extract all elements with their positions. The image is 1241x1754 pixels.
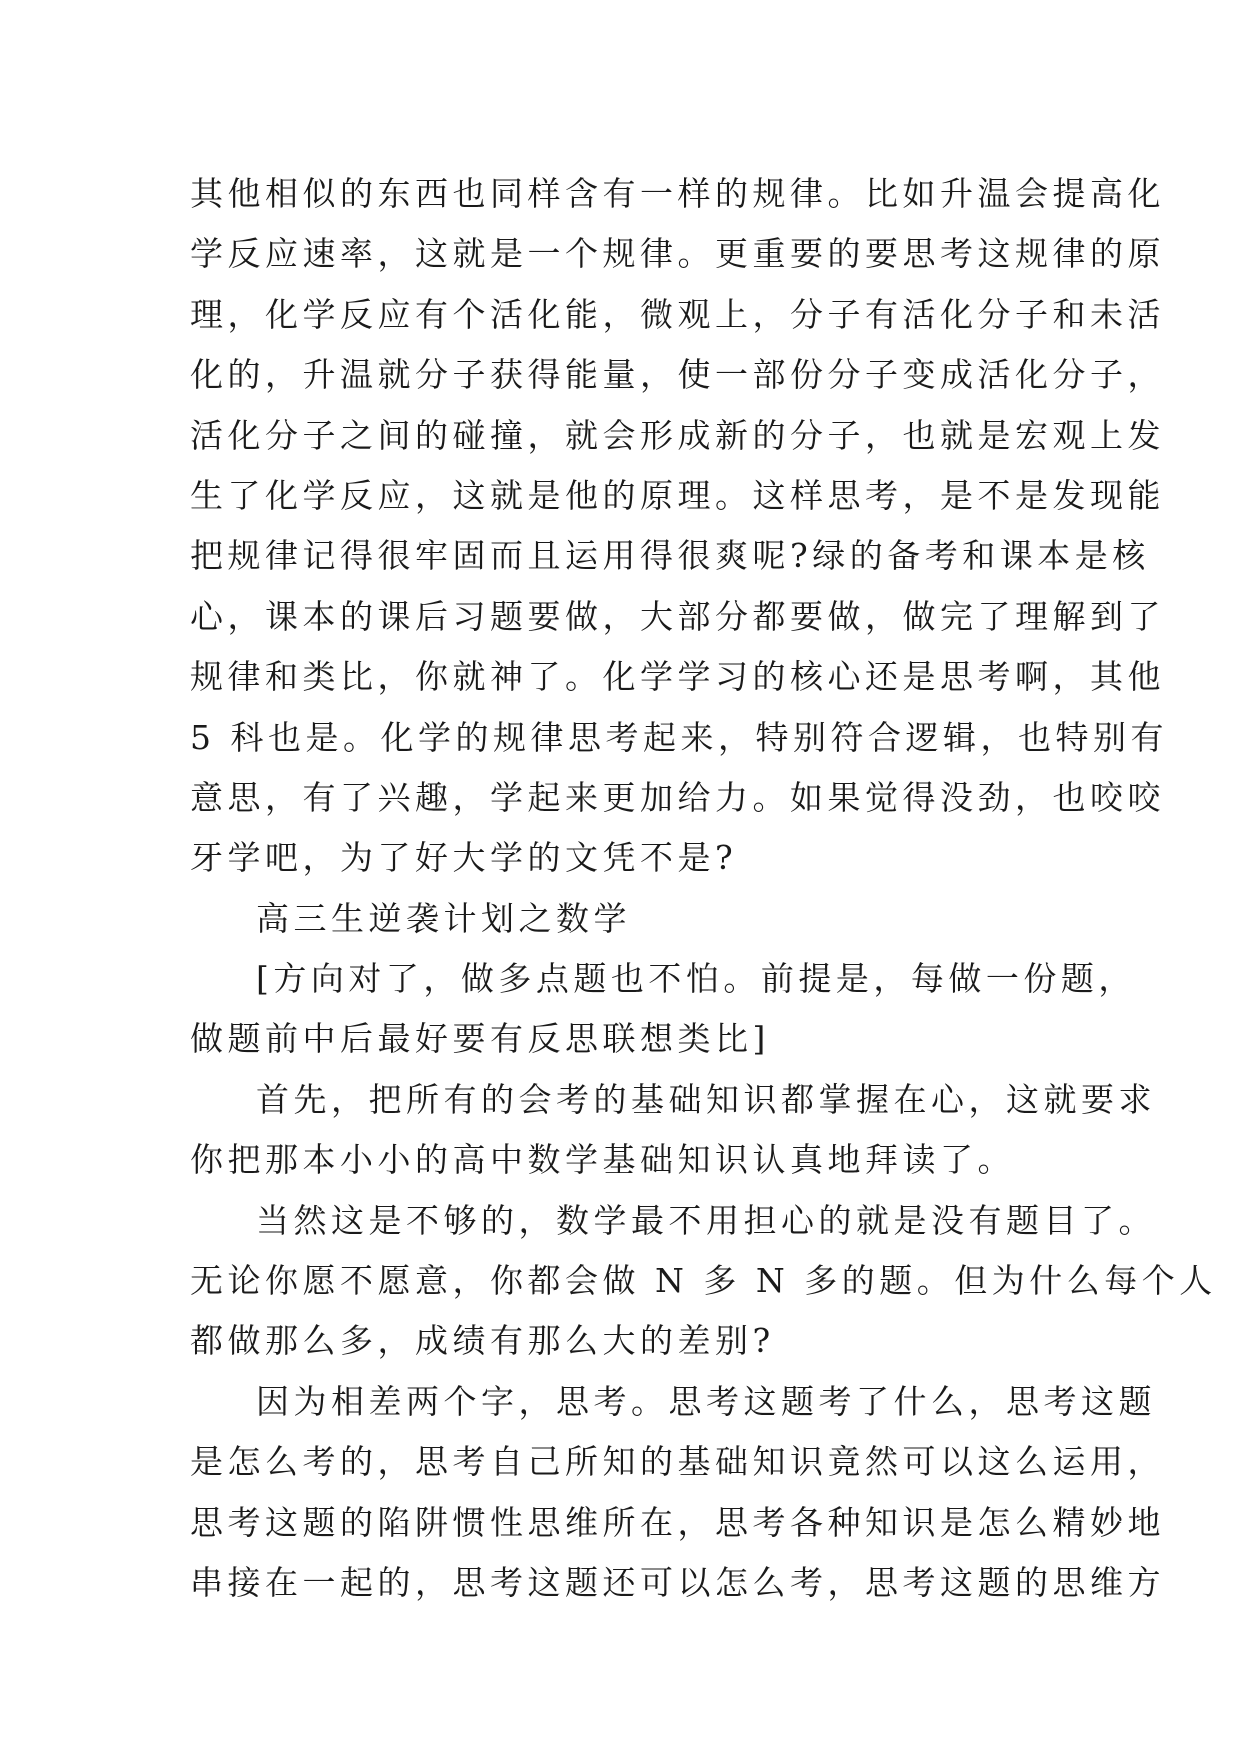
text-line: 首先，把所有的会考的基础知识都掌握在心，这就要求 [256, 1079, 1156, 1119]
text-line: 串接在一起的，思考这题还可以怎么考，思考这题的思维方 [190, 1562, 1165, 1602]
text-line: [方向对了，做多点题也不怕。前提是，每做一份题， [256, 959, 1136, 999]
text-line: 都做那么多，成绩有那么大的差别? [190, 1321, 775, 1361]
text-line: 你把那本小小的高中数学基础知识认真地拜读了。 [190, 1140, 1015, 1180]
text-line: 高三生逆袭计划之数学 [256, 898, 631, 938]
text-line: 心，课本的课后习题要做，大部分都要做，做完了理解到了 [190, 596, 1165, 636]
text-line: 学反应速率，这就是一个规律。更重要的要思考这规律的原 [190, 234, 1165, 274]
text-line: 活化分子之间的碰撞，就会形成新的分子，也就是宏观上发 [190, 415, 1165, 455]
text-line: 当然这是不够的，数学最不用担心的就是没有题目了。 [256, 1200, 1156, 1240]
text-line: 因为相差两个字，思考。思考这题考了什么，思考这题 [256, 1381, 1156, 1421]
text-line: 生了化学反应，这就是他的原理。这样思考，是不是发现能 [190, 475, 1165, 515]
text-line: 化的，升温就分子获得能量，使一部份分子变成活化分子， [190, 355, 1165, 395]
text-line: 无论你愿不愿意，你都会做 N 多 N 多的题。但为什么每个人 [190, 1261, 1217, 1301]
text-line: 牙学吧，为了好大学的文凭不是? [190, 838, 738, 878]
text-line: 是怎么考的，思考自己所知的基础知识竟然可以这么运用， [190, 1442, 1165, 1482]
text-line: 思考这题的陷阱惯性思维所在，思考各种知识是怎么精妙地 [190, 1502, 1165, 1542]
text-line: 做题前中后最好要有反思联想类比] [190, 1019, 770, 1059]
text-line: 理，化学反应有个活化能，微观上，分子有活化分子和未活 [190, 294, 1165, 334]
text-line: 其他相似的东西也同样含有一样的规律。比如升温会提高化 [190, 174, 1165, 213]
text-line: 5 科也是。化学的规律思考起来，特别符合逻辑，也特别有 [190, 717, 1168, 757]
document-body [190, 164, 1217, 1613]
text-line: 规律和类比，你就神了。化学学习的核心还是思考啊，其他 [190, 657, 1165, 697]
text-line: 意思，有了兴趣，学起来更加给力。如果觉得没劲，也咬咬 [190, 777, 1165, 817]
text-line: 把规律记得很牢固而且运用得很爽呢?绿的备考和课本是核 [190, 536, 1150, 576]
